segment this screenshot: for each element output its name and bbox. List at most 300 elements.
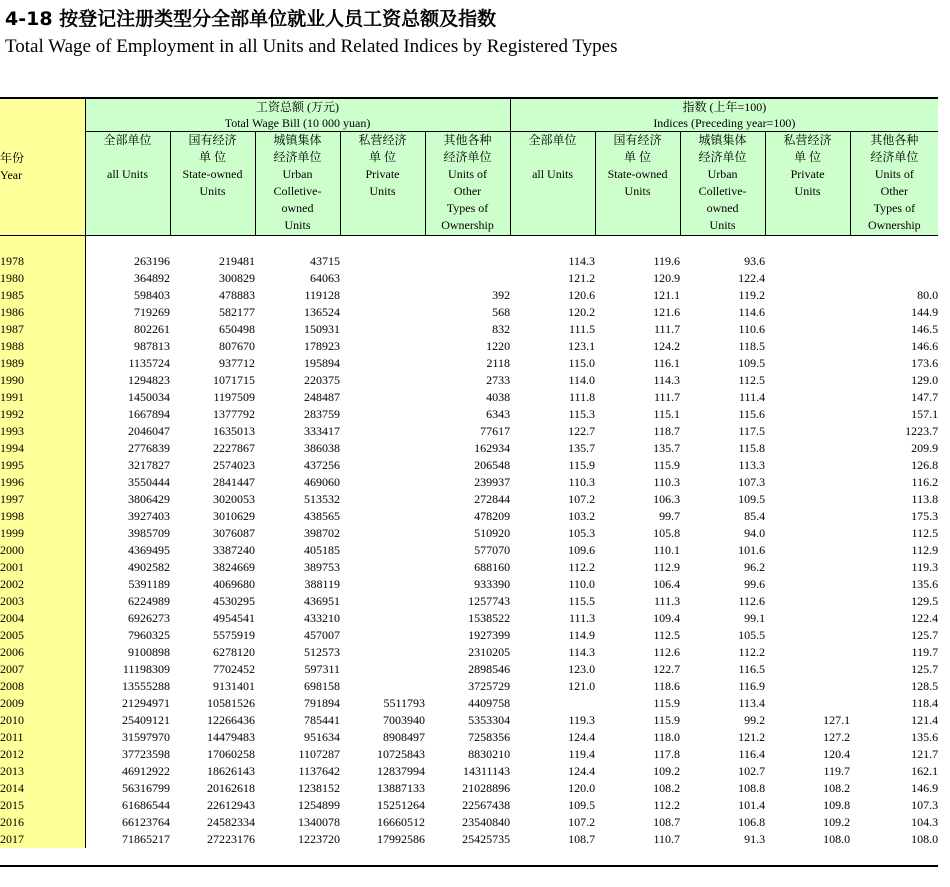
table-row — [0, 389, 938, 406]
year-header — [0, 99, 85, 236]
value-cell — [340, 593, 425, 610]
table-row — [0, 253, 938, 270]
value-cell: 7258356 — [468, 730, 511, 744]
value-cell: 103.2 — [568, 509, 596, 523]
value-cell: 24582334 — [207, 815, 255, 829]
value-cell: 114.3 — [568, 254, 596, 268]
bottom-rule — [0, 865, 938, 867]
value-cell: 119.6 — [653, 254, 681, 268]
value-cell: 115.9 — [568, 458, 596, 472]
value-cell: 1667894 — [128, 407, 170, 421]
value-cell: 6278120 — [213, 645, 255, 659]
value-cell: 56316799 — [122, 781, 170, 795]
value-cell: 987813 — [134, 339, 170, 353]
value-cell: 119.2 — [738, 288, 766, 302]
value-cell: 25425735 — [462, 832, 511, 846]
value-cell: 129.0 — [911, 373, 939, 387]
column-header-line: Urban — [282, 167, 313, 181]
year-cell: 2006 — [0, 644, 85, 661]
value-cell — [765, 423, 850, 440]
value-cell: 389753 — [304, 560, 340, 574]
column-header-line: Other — [880, 184, 908, 198]
value-cell: 150931 — [304, 322, 340, 336]
value-cell: 11198309 — [122, 662, 170, 676]
table-row — [0, 695, 938, 712]
table-row — [0, 525, 938, 542]
year-cell: 2013 — [0, 763, 85, 780]
value-cell: 124.4 — [568, 730, 596, 744]
value-cell: 116.9 — [738, 679, 766, 693]
value-cell: 119128 — [304, 288, 340, 302]
value-cell: 119.7 — [911, 645, 939, 659]
value-cell: 2310205 — [468, 645, 511, 659]
value-cell: 219481 — [219, 254, 255, 268]
value-cell — [340, 355, 425, 372]
value-cell — [765, 610, 850, 627]
value-cell: 101.4 — [738, 798, 766, 812]
value-cell: 122.4 — [738, 271, 766, 285]
table-row — [0, 355, 938, 372]
value-cell: 124.4 — [568, 764, 596, 778]
column-header — [510, 132, 595, 236]
value-cell: 4530295 — [213, 594, 255, 608]
column-header-line: State-owned — [182, 167, 243, 181]
value-cell: 108.7 — [568, 832, 596, 846]
value-cell: 101.6 — [738, 543, 766, 557]
table-row — [0, 831, 938, 848]
value-cell: 111.8 — [568, 390, 596, 404]
value-cell — [765, 474, 850, 491]
value-cell — [765, 270, 850, 287]
column-header-line: Other — [453, 184, 482, 198]
value-cell: 283759 — [304, 407, 340, 421]
value-cell: 510920 — [474, 526, 511, 540]
value-cell: 122.7 — [653, 662, 681, 676]
value-cell — [765, 661, 850, 678]
column-header-line: 私营经济 — [358, 133, 407, 147]
value-cell: 77617 — [480, 424, 511, 438]
value-cell: 807670 — [219, 339, 255, 353]
column-header-line: State-owned — [607, 167, 668, 181]
value-cell: 61686544 — [122, 798, 170, 812]
value-cell: 128.5 — [911, 679, 939, 693]
value-cell: 22567438 — [462, 798, 511, 812]
column-header-line: Units — [199, 184, 226, 198]
page-title-cn: 4-18 按登记注册类型分全部单位就业人员工资总额及指数 — [5, 8, 497, 30]
value-cell: 951634 — [304, 730, 340, 744]
value-cell: 121.4 — [911, 713, 939, 727]
table-row — [0, 712, 938, 729]
value-cell: 135.7 — [653, 441, 681, 455]
value-cell: 577070 — [474, 543, 511, 557]
year-cell: 2001 — [0, 559, 85, 576]
year-cell: 2017 — [0, 831, 85, 848]
table-row — [0, 678, 938, 695]
value-cell: 436951 — [304, 594, 340, 608]
table-row — [0, 423, 938, 440]
value-cell: 17060258 — [207, 747, 255, 761]
value-cell: 1254899 — [298, 798, 340, 812]
value-cell: 64063 — [310, 271, 340, 285]
value-cell: 438565 — [304, 509, 340, 523]
year-cell: 2014 — [0, 780, 85, 797]
table-row — [0, 474, 938, 491]
value-cell: 107.2 — [568, 492, 596, 506]
value-cell: 111.3 — [653, 594, 681, 608]
year-cell: 2008 — [0, 678, 85, 695]
value-cell — [850, 270, 938, 287]
value-cell: 7960325 — [128, 628, 170, 642]
value-cell: 146.5 — [911, 322, 939, 336]
value-cell: 119.4 — [568, 747, 596, 761]
value-cell: 4369495 — [128, 543, 170, 557]
value-cell: 110.0 — [568, 577, 596, 591]
value-cell: 118.4 — [911, 696, 939, 710]
table-body — [0, 236, 938, 849]
table-row — [0, 406, 938, 423]
column-header — [340, 132, 425, 236]
column-header-line: Types of — [873, 201, 916, 215]
value-cell: 21294971 — [122, 696, 170, 710]
value-cell — [765, 457, 850, 474]
value-cell: 85.4 — [744, 509, 766, 523]
value-cell: 791894 — [304, 696, 340, 710]
value-cell: 107.3 — [738, 475, 766, 489]
value-cell: 3020053 — [213, 492, 255, 506]
value-cell: 123.0 — [568, 662, 596, 676]
value-cell — [340, 338, 425, 355]
value-cell: 3927403 — [128, 509, 170, 523]
value-cell: 698158 — [304, 679, 340, 693]
value-cell: 106.8 — [738, 815, 766, 829]
value-cell — [765, 304, 850, 321]
value-cell — [340, 644, 425, 661]
value-cell: 120.9 — [653, 271, 681, 285]
value-cell: 25409121 — [122, 713, 170, 727]
column-header-line — [86, 149, 170, 166]
value-cell: 478209 — [474, 509, 511, 523]
year-cell: 1988 — [0, 338, 85, 355]
value-cell: 114.3 — [653, 373, 681, 387]
value-cell: 7003940 — [383, 713, 425, 727]
value-cell — [340, 457, 425, 474]
value-cell: 93.6 — [744, 254, 766, 268]
value-cell — [765, 406, 850, 423]
value-cell: 650498 — [219, 322, 255, 336]
value-cell: 2046047 — [128, 424, 170, 438]
column-header-line: 经济单位 — [698, 150, 747, 164]
value-cell: 146.6 — [911, 339, 939, 353]
value-cell: 116.4 — [738, 747, 766, 761]
value-cell — [765, 287, 850, 304]
value-cell: 112.5 — [738, 373, 766, 387]
value-cell: 513532 — [304, 492, 340, 506]
value-cell: 109.6 — [568, 543, 596, 557]
table-row — [0, 644, 938, 661]
year-cell: 1992 — [0, 406, 85, 423]
value-cell — [425, 270, 510, 287]
value-cell: 108.2 — [823, 781, 851, 795]
value-cell: 99.2 — [744, 713, 766, 727]
year-header-cn: 年份 — [0, 151, 25, 165]
value-cell: 23540840 — [462, 815, 511, 829]
value-cell: 433210 — [304, 611, 340, 625]
value-cell: 3824669 — [213, 560, 255, 574]
column-header-line: Units — [624, 184, 651, 198]
value-cell: 598403 — [134, 288, 170, 302]
value-cell: 94.0 — [744, 526, 766, 540]
value-cell: 2574023 — [213, 458, 255, 472]
value-cell: 91.3 — [744, 832, 766, 846]
value-cell — [340, 508, 425, 525]
column-header — [850, 132, 938, 236]
value-cell: 4954541 — [213, 611, 255, 625]
value-cell: 9100898 — [128, 645, 170, 659]
column-header-line: 全部单位 — [103, 133, 152, 147]
value-cell — [765, 253, 850, 270]
value-cell: 832 — [492, 322, 511, 336]
value-cell: 114.6 — [738, 305, 766, 319]
value-cell: 121.2 — [738, 730, 766, 744]
value-cell — [765, 576, 850, 593]
group-header-label-cn: 工资总额 (万元) — [256, 100, 340, 114]
year-cell: 1993 — [0, 423, 85, 440]
value-cell: 117.5 — [738, 424, 766, 438]
value-cell: 109.2 — [653, 764, 681, 778]
value-cell: 4069680 — [213, 577, 255, 591]
year-cell: 1978 — [0, 253, 85, 270]
value-cell: 110.6 — [738, 322, 766, 336]
value-cell: 111.3 — [568, 611, 596, 625]
value-cell: 127.1 — [823, 713, 851, 727]
year-cell: 1995 — [0, 457, 85, 474]
value-cell — [765, 593, 850, 610]
value-cell: 107.3 — [911, 798, 939, 812]
value-cell: 116.1 — [653, 356, 681, 370]
value-cell: 21028896 — [462, 781, 511, 795]
value-cell: 114.9 — [568, 628, 596, 642]
value-cell: 123.1 — [568, 339, 596, 353]
value-cell: 5575919 — [213, 628, 255, 642]
value-cell: 2898546 — [468, 662, 511, 676]
year-cell: 2002 — [0, 576, 85, 593]
value-cell: 107.2 — [568, 815, 596, 829]
value-cell: 115.0 — [568, 356, 596, 370]
year-cell: 2009 — [0, 695, 85, 712]
value-cell: 469060 — [304, 475, 340, 489]
column-header-line: Units of — [448, 167, 488, 181]
value-cell: 457007 — [304, 628, 340, 642]
value-cell: 109.8 — [823, 798, 851, 812]
value-cell: 125.7 — [911, 662, 939, 676]
value-cell: 6343 — [486, 407, 511, 421]
value-cell — [765, 678, 850, 695]
column-header-row — [0, 132, 938, 236]
value-cell: 1450034 — [128, 390, 170, 404]
value-cell — [765, 644, 850, 661]
value-cell — [765, 321, 850, 338]
value-cell: 146.9 — [911, 781, 939, 795]
year-cell: 2015 — [0, 797, 85, 814]
value-cell: 1071715 — [213, 373, 255, 387]
value-cell: 5391189 — [128, 577, 170, 591]
value-cell: 112.2 — [653, 798, 681, 812]
value-cell: 129.5 — [911, 594, 939, 608]
column-header-line: 经济单位 — [273, 150, 322, 164]
column-header-line: 城镇集体 — [698, 133, 747, 147]
table-row — [0, 304, 938, 321]
value-cell: 388119 — [304, 577, 340, 591]
value-cell: 248487 — [304, 390, 340, 404]
value-cell: 106.4 — [653, 577, 681, 591]
value-cell: 37723598 — [122, 747, 170, 761]
value-cell: 209.9 — [911, 441, 939, 455]
column-header-line: 单 位 — [198, 150, 226, 164]
value-cell: 13555288 — [122, 679, 170, 693]
value-cell: 118.6 — [653, 679, 681, 693]
column-header-line: Units — [369, 184, 396, 198]
spacer-row — [0, 236, 938, 254]
value-cell: 239937 — [474, 475, 511, 489]
year-cell: 1999 — [0, 525, 85, 542]
value-cell: 3725729 — [468, 679, 511, 693]
value-cell: 437256 — [304, 458, 340, 472]
value-cell: 31597970 — [122, 730, 170, 744]
column-header-line: Ownership — [868, 218, 921, 232]
value-cell: 3550444 — [128, 475, 170, 489]
value-cell: 17992586 — [377, 832, 425, 846]
value-cell: 1223.7 — [905, 424, 939, 438]
value-cell — [340, 270, 425, 287]
value-cell: 1107287 — [298, 747, 340, 761]
value-cell: 568 — [492, 305, 511, 319]
value-cell: 1238152 — [298, 781, 340, 795]
value-cell: 119.3 — [568, 713, 596, 727]
value-cell: 136524 — [304, 305, 340, 319]
table-row — [0, 559, 938, 576]
value-cell — [765, 508, 850, 525]
group-header-indices — [510, 99, 938, 132]
value-cell: 46912922 — [122, 764, 170, 778]
table-row — [0, 780, 938, 797]
value-cell: 102.7 — [738, 764, 766, 778]
table-row — [0, 610, 938, 627]
table-row — [0, 321, 938, 338]
year-cell: 2011 — [0, 729, 85, 746]
value-cell: 112.5 — [653, 628, 681, 642]
value-cell: 109.5 — [738, 356, 766, 370]
column-header-line: 经济单位 — [870, 150, 919, 164]
value-cell: 157.1 — [911, 407, 939, 421]
value-cell: 112.5 — [911, 526, 939, 540]
value-cell: 3985709 — [128, 526, 170, 540]
value-cell: 263196 — [134, 254, 170, 268]
table-row — [0, 797, 938, 814]
value-cell: 20162618 — [207, 781, 255, 795]
group-header-wage-bill — [85, 99, 510, 132]
value-cell: 115.3 — [568, 407, 596, 421]
value-cell: 115.5 — [568, 594, 596, 608]
year-cell: 2016 — [0, 814, 85, 831]
value-cell — [340, 525, 425, 542]
value-cell — [765, 355, 850, 372]
year-cell: 1986 — [0, 304, 85, 321]
value-cell — [765, 372, 850, 389]
value-cell: 109.4 — [653, 611, 681, 625]
value-cell: 119.3 — [911, 560, 939, 574]
value-cell: 124.2 — [653, 339, 681, 353]
value-cell — [765, 559, 850, 576]
value-cell: 14311143 — [462, 764, 511, 778]
value-cell — [340, 287, 425, 304]
value-cell: 9131401 — [213, 679, 255, 693]
value-cell: 1927399 — [468, 628, 511, 642]
page-title-en: Total Wage of Employment in all Units and Related Indices by Registered Types — [5, 36, 618, 57]
value-cell: 3076087 — [213, 526, 255, 540]
value-cell — [340, 627, 425, 644]
value-cell: 122.4 — [911, 611, 939, 625]
value-cell — [765, 338, 850, 355]
value-cell: 582177 — [219, 305, 255, 319]
value-cell: 104.3 — [911, 815, 939, 829]
table-row — [0, 661, 938, 678]
value-cell: 478883 — [219, 288, 255, 302]
table-row — [0, 746, 938, 763]
value-cell: 110.1 — [653, 543, 681, 557]
column-header-line: 其他各种 — [870, 133, 919, 147]
value-cell: 135.7 — [568, 441, 596, 455]
value-cell: 115.8 — [738, 441, 766, 455]
value-cell: 118.0 — [653, 730, 681, 744]
value-cell — [340, 372, 425, 389]
value-cell — [340, 406, 425, 423]
value-cell: 1137642 — [298, 764, 340, 778]
year-cell: 1991 — [0, 389, 85, 406]
value-cell: 3387240 — [213, 543, 255, 557]
value-cell — [425, 253, 510, 270]
value-cell: 364892 — [134, 271, 170, 285]
value-cell: 1340078 — [298, 815, 340, 829]
value-cell: 1294823 — [128, 373, 170, 387]
value-cell: 16660512 — [377, 815, 425, 829]
group-header-label-en: Total Wage Bill (10 000 yuan) — [224, 116, 371, 130]
value-cell: 8908497 — [383, 730, 425, 744]
value-cell: 3010629 — [213, 509, 255, 523]
column-header-line: Private — [365, 167, 400, 181]
value-cell: 719269 — [134, 305, 170, 319]
value-cell: 118.7 — [653, 424, 681, 438]
value-cell: 14479483 — [207, 730, 255, 744]
value-cell: 121.1 — [653, 288, 681, 302]
year-cell: 1994 — [0, 440, 85, 457]
column-header — [680, 132, 765, 236]
value-cell: 173.6 — [911, 356, 939, 370]
value-cell: 71865217 — [122, 832, 170, 846]
value-cell: 116.2 — [911, 475, 939, 489]
column-header-line: 国有经济 — [613, 133, 662, 147]
year-cell: 2000 — [0, 542, 85, 559]
column-header-line: Units — [709, 218, 736, 232]
value-cell: 108.0 — [823, 832, 851, 846]
value-cell: 121.6 — [653, 305, 681, 319]
table-row — [0, 508, 938, 525]
value-cell — [340, 423, 425, 440]
column-header-line: Units of — [874, 167, 914, 181]
column-header-line: 私营经济 — [783, 133, 832, 147]
value-cell: 80.0 — [917, 288, 939, 302]
column-header-line: 经济单位 — [443, 150, 492, 164]
year-cell: 1987 — [0, 321, 85, 338]
